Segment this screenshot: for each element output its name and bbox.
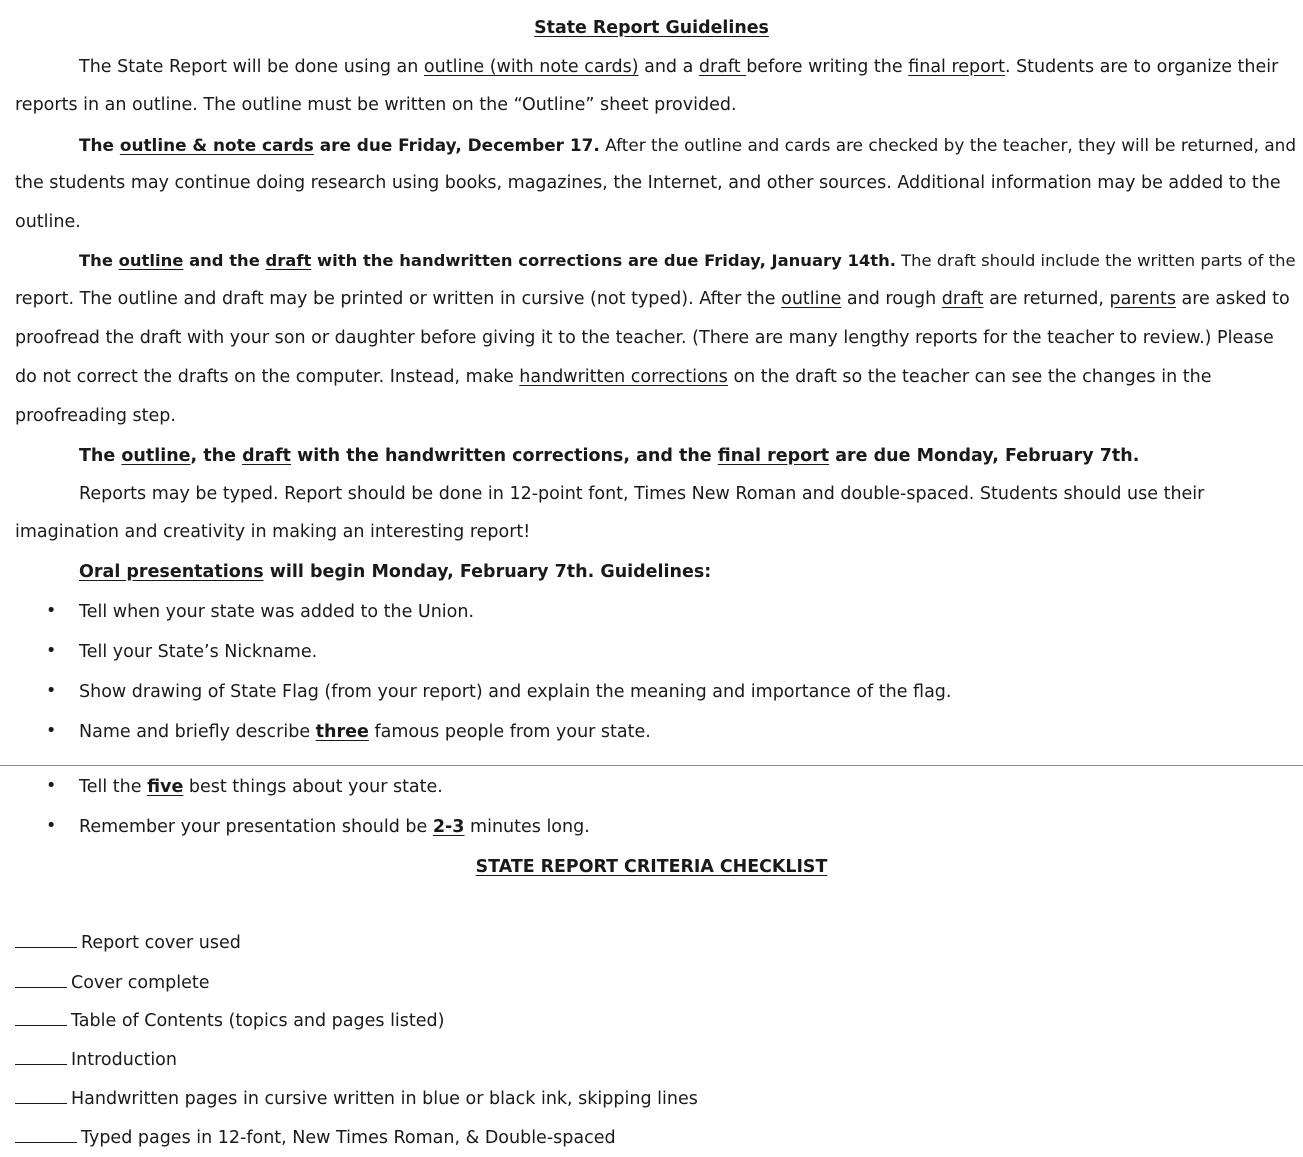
paragraph-3-line-4: do not correct the drafts on the computer. Instead, make handwritten corrections on the draft so the teacher can see the changes in the	[15, 367, 1212, 387]
checklist-item: Typed pages in 12-font, New Times Roman, & Double-spaced	[15, 1128, 616, 1148]
paragraph-2-line-1: The outline & note cards are due Friday, December 17. After the outline and cards are checked by the teacher, they will be returned, and	[79, 135, 1297, 155]
bullet-marker: •	[46, 816, 57, 836]
paragraph-1-line-1: The State Report will be done using an outline (with note cards) and a draft before writing the final report. Students are to organize their	[79, 57, 1279, 77]
bullet-item: Show drawing of State Flag (from your report) and explain the meaning and importance of the flag.	[79, 682, 952, 702]
page-break-divider	[0, 765, 1303, 766]
paragraph-4-line-1: The outline, the draft with the handwritten corrections, and the final report are due Monday, February 7th.	[79, 446, 1140, 466]
checklist-blank[interactable]	[15, 973, 67, 988]
bullet-item: Remember your presentation should be 2-3 minutes long.	[79, 817, 590, 837]
bullet-marker: •	[46, 721, 57, 741]
bullet-item: Tell when your state was added to the Union.	[79, 602, 475, 622]
checklist-item: Handwritten pages in cursive written in blue or black ink, skipping lines	[15, 1089, 698, 1109]
paragraph-3-line-3: proofread the draft with your son or daughter before giving it to the teacher. (There are many lengthy reports for the teacher to review.) Please	[15, 328, 1274, 348]
bullet-marker: •	[46, 776, 57, 796]
checklist-item: Introduction	[15, 1050, 177, 1070]
checklist-blank[interactable]	[15, 1089, 67, 1104]
paragraph-5-line-1: Reports may be typed. Report should be done in 12-point font, Times New Roman and double-spaced. Students should use their	[79, 484, 1205, 504]
paragraph-5-line-2: imagination and creativity in making an interesting report!	[15, 522, 531, 542]
paragraph-3-line-1: The outline and the draft with the handwritten corrections are due Friday, January 14th. The draft should include the written parts of the	[79, 251, 1296, 270]
checklist-blank[interactable]	[15, 1128, 77, 1143]
paragraph-3-line-5: proofreading step.	[15, 406, 176, 426]
bullet-marker: •	[46, 601, 57, 621]
checklist-blank[interactable]	[15, 933, 77, 948]
bullet-item: Name and briefly describe three famous people from your state.	[79, 722, 651, 742]
oral-presentations-heading: Oral presentations will begin Monday, February 7th. Guidelines:	[79, 562, 712, 582]
paragraph-3-line-2: report. The outline and draft may be printed or written in cursive (not typed). After the outline and rough draft are returned, parents are asked to	[15, 289, 1290, 309]
checklist-blank[interactable]	[15, 1011, 67, 1026]
paragraph-1-line-2: reports in an outline. The outline must be written on the “Outline” sheet provided.	[15, 95, 737, 115]
checklist-blank[interactable]	[15, 1050, 67, 1065]
checklist-item: Table of Contents (topics and pages listed)	[15, 1011, 444, 1031]
bullet-item: Tell the five best things about your state.	[79, 777, 443, 797]
checklist-title: STATE REPORT CRITERIA CHECKLIST	[475, 857, 828, 877]
bullet-marker: •	[46, 641, 57, 661]
checklist-item: Report cover used	[15, 933, 241, 953]
checklist-item: Cover complete	[15, 973, 210, 993]
paragraph-2-line-2: the students may continue doing research using books, magazines, the Internet, and other sources. Additional information may be added to the	[15, 173, 1281, 193]
bullet-marker: •	[46, 681, 57, 701]
paragraph-2-line-3: outline.	[15, 212, 81, 232]
page-title: State Report Guidelines	[534, 18, 769, 38]
bullet-item: Tell your State’s Nickname.	[79, 642, 318, 662]
